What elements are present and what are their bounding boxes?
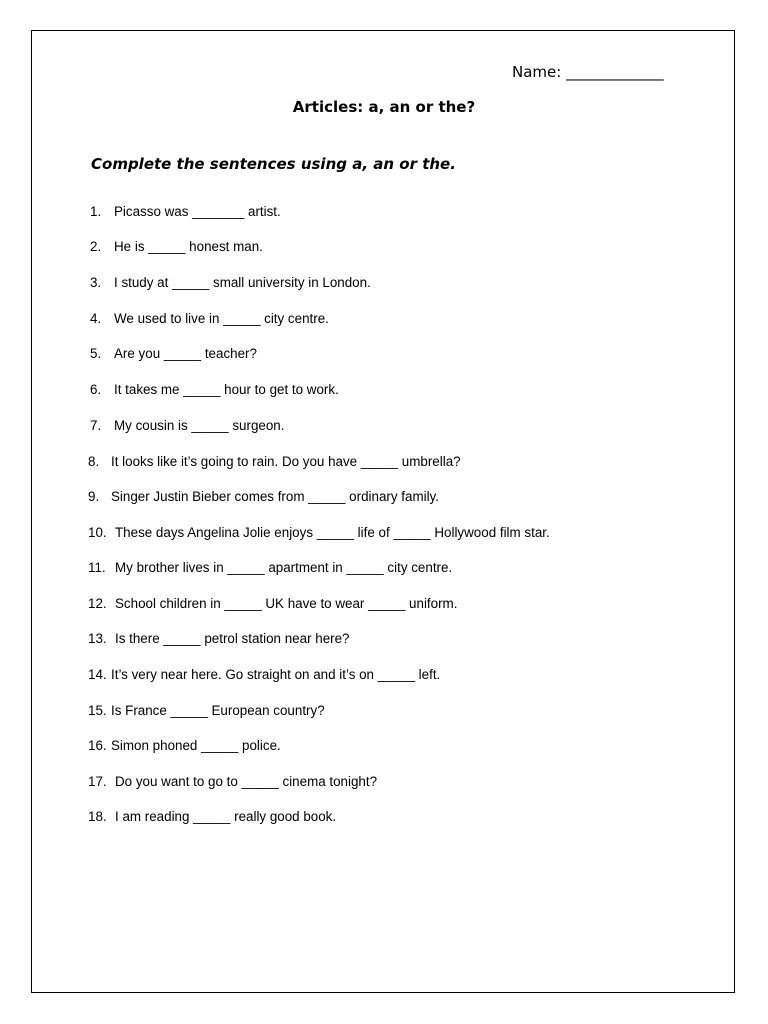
question-item <box>88 525 550 541</box>
question-text: These days Angelina Jolie enjoys _____ life of _____ Hollywood film star. <box>115 525 550 540</box>
question-text: He is _____ honest man. <box>114 239 263 254</box>
question-text: School children in _____ UK have to wear _____ uniform. <box>115 596 458 611</box>
question-text: Is there _____ petrol station near here? <box>115 631 350 646</box>
question-text: Is France _____ European country? <box>111 703 325 718</box>
question-number: 12. <box>88 596 107 611</box>
question-item <box>90 275 371 291</box>
question-text: Simon phoned _____ police. <box>111 738 281 753</box>
question-item <box>90 382 339 398</box>
worksheet-title: Articles: a, an or the? <box>292 98 476 116</box>
question-number: 10. <box>88 525 107 540</box>
question-item <box>88 560 452 576</box>
question-item <box>88 667 440 683</box>
question-text: Do you want to go to _____ cinema tonight? <box>115 774 378 789</box>
question-text: I study at _____ small university in London. <box>114 275 371 290</box>
question-item <box>88 454 461 470</box>
question-item <box>88 774 377 790</box>
question-text: Picasso was _______ artist. <box>114 204 281 219</box>
page-border <box>31 30 735 993</box>
question-number: 7. <box>90 418 102 433</box>
question-number: 3. <box>90 275 102 290</box>
question-number: 18. <box>88 809 107 824</box>
question-text: My cousin is _____ surgeon. <box>114 418 285 433</box>
question-item <box>88 631 350 647</box>
question-number: 4. <box>90 311 102 326</box>
question-number: 2. <box>90 239 102 254</box>
question-number: 8. <box>88 454 100 469</box>
question-item <box>90 311 329 327</box>
question-item <box>90 346 257 362</box>
question-item <box>90 204 281 220</box>
question-number: 13. <box>88 631 107 646</box>
question-number: 16. <box>88 738 107 753</box>
question-text: It takes me _____ hour to get to work. <box>114 382 339 397</box>
question-number: 14. <box>88 667 107 682</box>
question-number: 11. <box>88 560 106 575</box>
question-item <box>90 418 284 434</box>
question-text: My brother lives in _____ apartment in _____ city centre. <box>115 560 453 575</box>
question-item <box>88 596 457 612</box>
question-text: It’s very near here. Go straight on and it’s on _____ left. <box>111 667 441 682</box>
question-number: 15. <box>88 703 107 718</box>
question-item <box>88 489 439 505</box>
question-item <box>88 809 336 825</box>
question-text: I am reading _____ really good book. <box>115 809 337 824</box>
instructions: Complete the sentences using a, an or the. <box>91 155 456 173</box>
question-number: 5. <box>90 346 102 361</box>
question-text: Are you _____ teacher? <box>114 346 257 361</box>
question-text: It looks like it’s going to rain. Do you have _____ umbrella? <box>111 454 461 469</box>
question-item <box>88 703 325 719</box>
question-item <box>88 738 281 754</box>
question-number: 6. <box>90 382 102 397</box>
name-field-label: Name: _____________ <box>512 63 664 81</box>
question-number: 9. <box>88 489 100 504</box>
question-text: Singer Justin Bieber comes from _____ ordinary family. <box>111 489 439 504</box>
question-item <box>90 239 263 255</box>
question-number: 1. <box>90 204 102 219</box>
question-text: We used to live in _____ city centre. <box>114 311 329 326</box>
question-number: 17. <box>88 774 107 789</box>
